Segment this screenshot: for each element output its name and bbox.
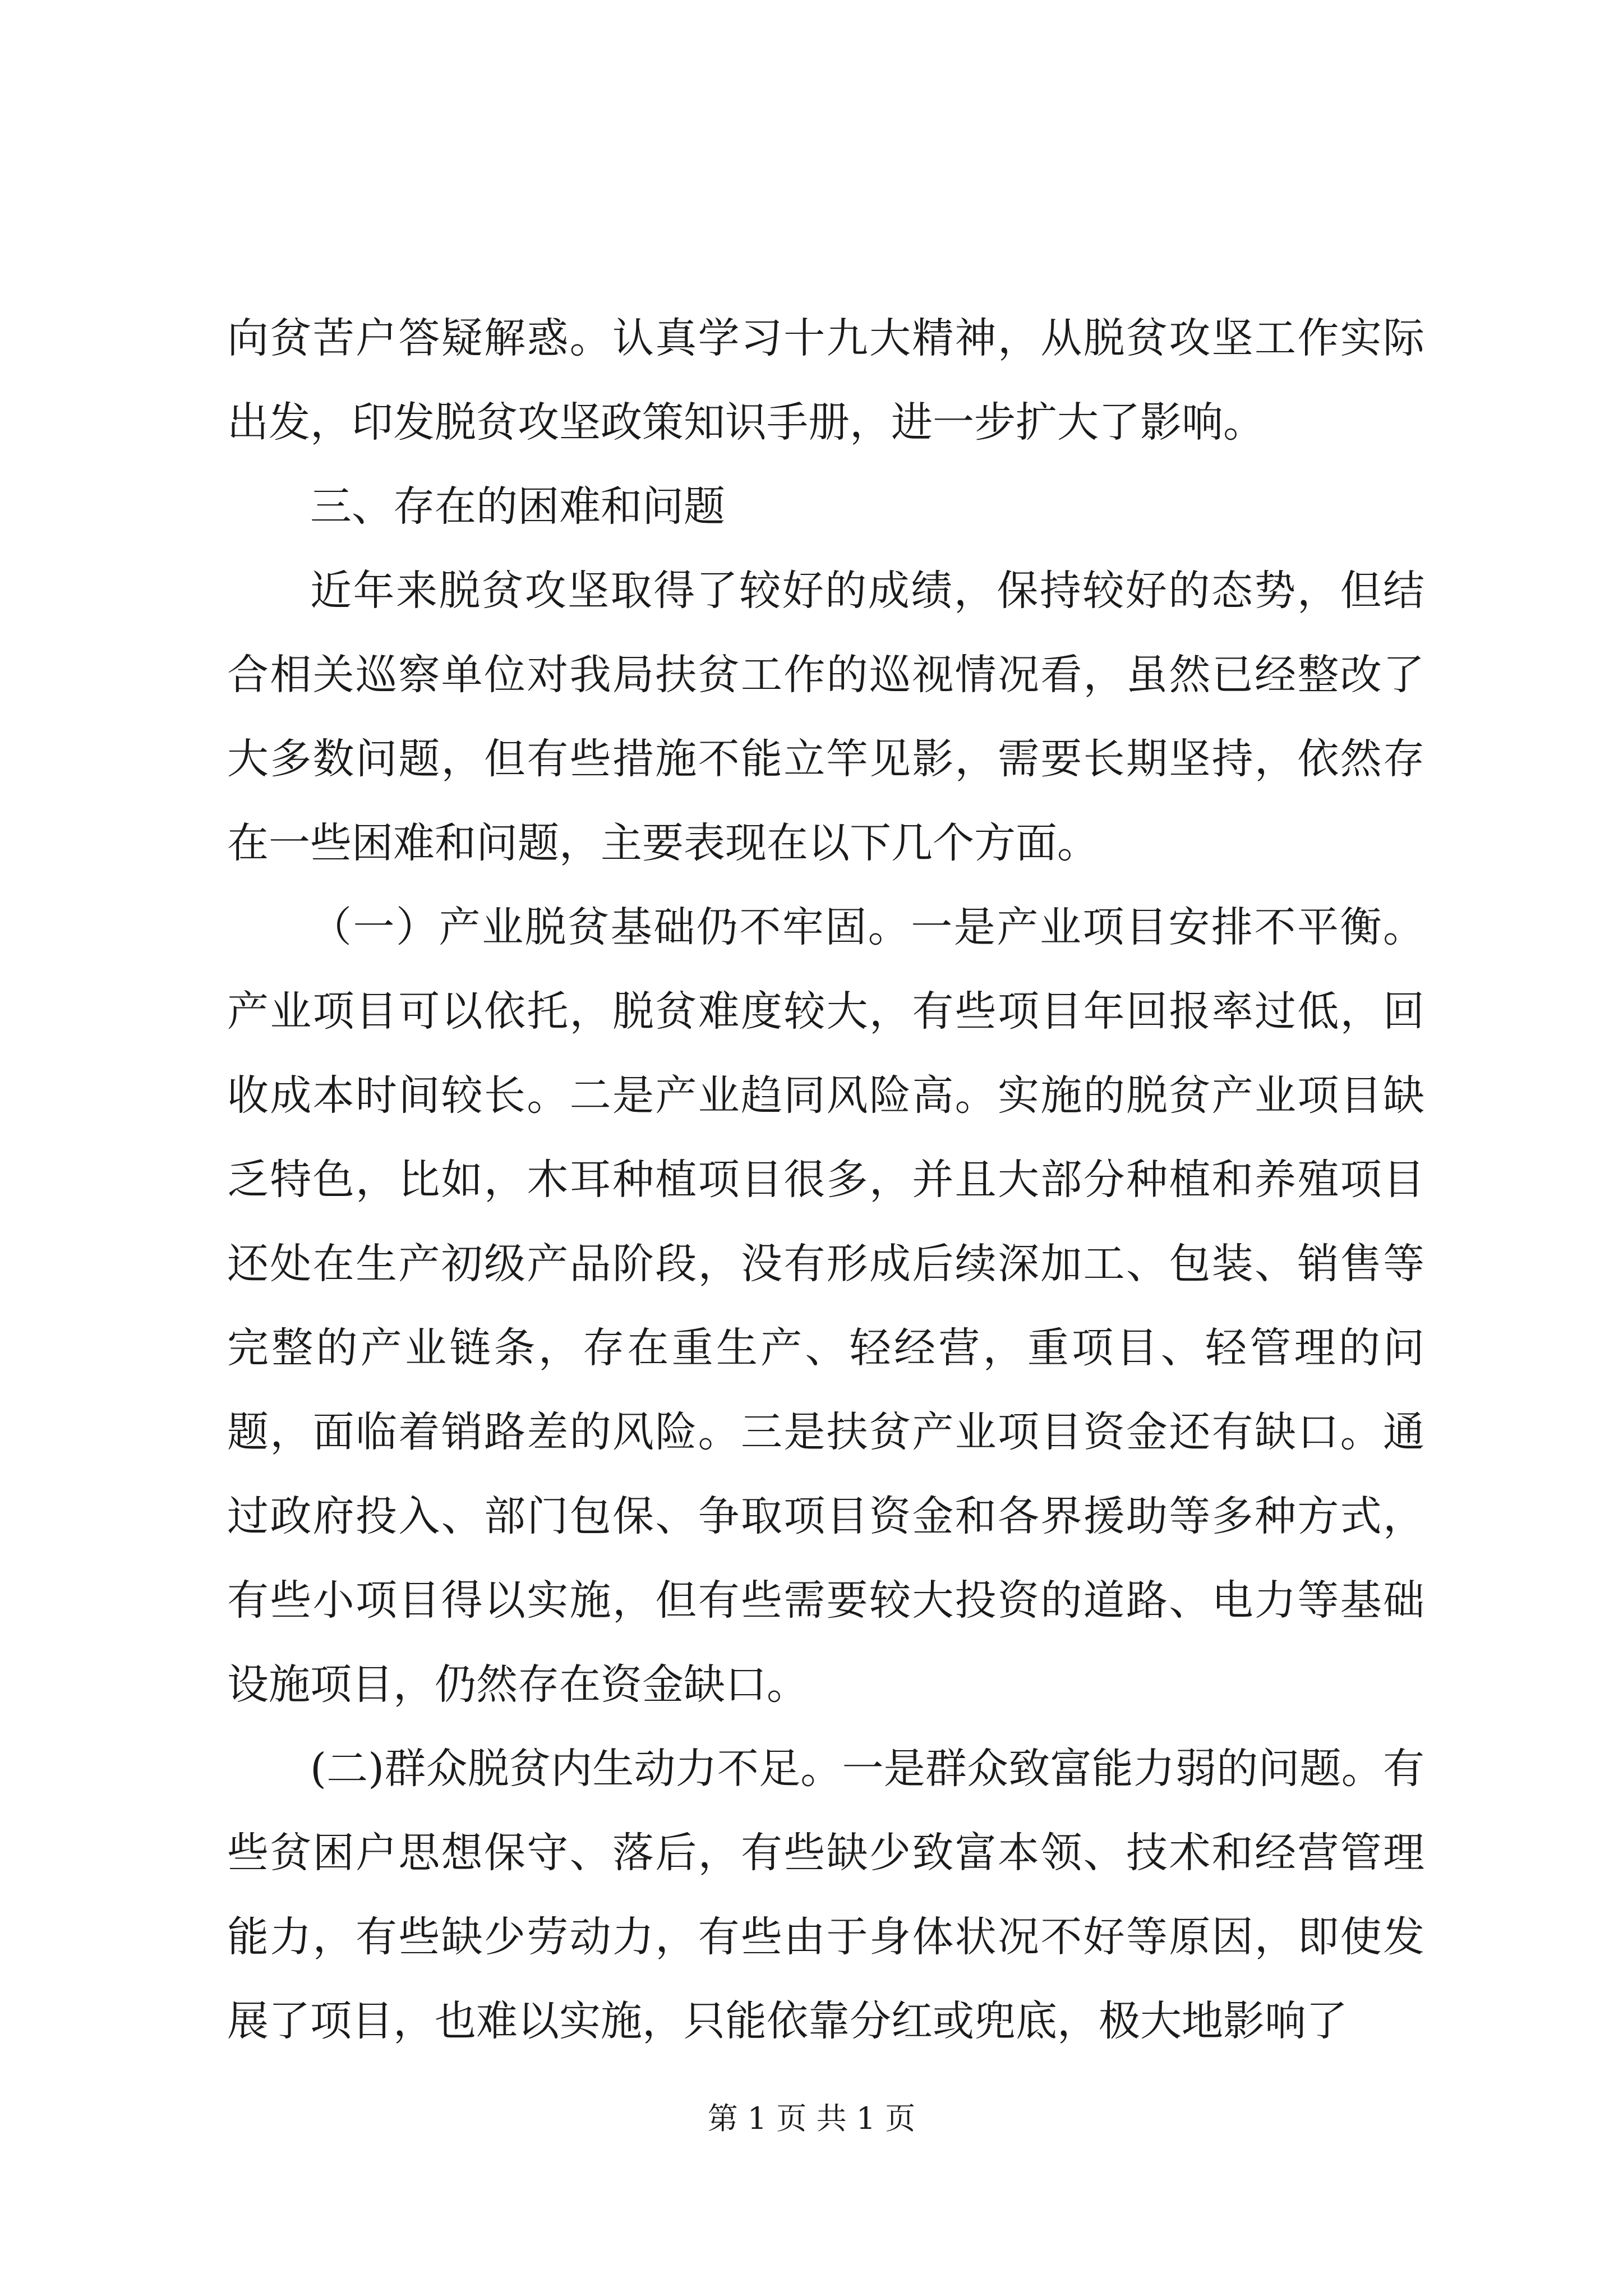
section-heading: 三、存在的困难和问题 — [310, 482, 725, 531]
paragraph-4: （一）产业脱贫基础仍不牢固。一是产业项目安排不平衡。产业项目可以依托，脱贫难度较大，有些项目年回报率过低，回收成本时间较长。二是产业趋同风险高。实施的脱贫产业项目缺乏特色，比如，木耳种植项目很多，并且大部分种植和养殖项目还处在生产初级产品阶段，没有形成后续深加工、包装、销售等完整的产业链条，存在重生产、轻经营，重项目、轻管理的问题，面临着销路差的风险。三是扶贫产业项目资金还有缺口。通过政府投入、部门包保、争取项目资金和各界援助等多种方式，有些小项目得以实施，但有些需要较大投资的道路、电力等基础设施项目，仍然存在资金缺口。 — [227, 903, 1424, 1709]
document-body — [227, 296, 1424, 2063]
paragraph-1: 向贫苦户答疑解惑。认真学习十九大精神，从脱贫攻坚工作实际出发，印发脱贫攻坚政策知识手册，进一步扩大了影响。 — [227, 314, 1424, 447]
paragraph-5: (二)群众脱贫内生动力不足。一是群众致富能力弱的问题。有些贫困户思想保守、落后，有些缺少致富本领、技术和经营管理能力，有些缺少劳动力，有些由于身体状况不好等原因，即使发展了项目，也难以实施，只能依靠分红或兜底，极大地影响了 — [227, 1745, 1424, 2045]
paragraph-3: 近年来脱贫攻坚取得了较好的成绩，保持较好的态势，但结合相关巡察单位对我局扶贫工作的巡视情况看，虽然已经整改了大多数问题，但有些措施不能立竿见影，需要长期坚持，依然存在一些困难和问题，主要表现在以下几个方面。 — [227, 567, 1424, 867]
page-footer: 第 1 页 共 1 页 — [707, 2101, 916, 2136]
